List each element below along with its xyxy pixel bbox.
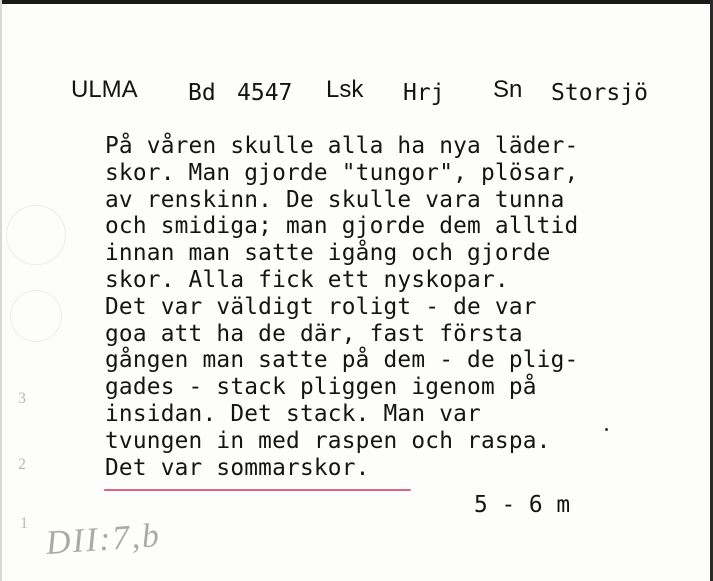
- text-line: skor. Alla fick ett nyskopar.: [105, 266, 509, 293]
- header-number: 4547: [237, 80, 293, 106]
- card-top-edge: [0, 0, 713, 4]
- record-text: [105, 133, 578, 481]
- pencil-note: DII:7,b: [44, 517, 163, 562]
- text-line: skor. Man gjorde "tungor", plösar,: [105, 159, 579, 186]
- text-line: tvungen in med raspen och raspa.: [105, 427, 551, 454]
- text-line: Det var väldigt roligt - de var: [105, 293, 537, 320]
- header-parish-label: Sn: [493, 76, 523, 103]
- bleed-through-mark: [6, 205, 66, 265]
- card-left-edge: [0, 0, 2, 581]
- margin-number: 3: [18, 390, 26, 407]
- text-line: och smidiga; man gjorde dem alltid: [105, 213, 579, 240]
- text-line: gången man satte på dem - de plig-: [105, 347, 579, 374]
- text-line: Det var sommarskor.: [105, 454, 370, 481]
- highlight-underline: [104, 489, 411, 491]
- text-line: På våren skulle alla ha nya läder-: [105, 133, 579, 159]
- header-parish: Storsjö: [551, 80, 648, 106]
- header-province-label: Lsk: [326, 76, 364, 103]
- margin-number: 1: [20, 515, 28, 532]
- margin-number: 2: [18, 456, 26, 473]
- time-range: 5 - 6 m: [474, 492, 571, 518]
- text-line: gades - stack pliggen igenom på: [105, 374, 537, 401]
- text-line: av renskinn. De skulle vara tunna: [105, 186, 565, 213]
- stray-dot: [605, 428, 608, 431]
- header-archive: ULMA: [71, 76, 138, 103]
- text-line: goa att ha de där, fast första: [105, 320, 523, 347]
- header-district: Hrj: [403, 80, 445, 106]
- text-line: insidan. Det stack. Man var: [105, 400, 481, 427]
- header-volume: Bd: [188, 80, 216, 106]
- bleed-through-mark: [10, 290, 62, 342]
- text-line: innan man satte igång och gjorde: [105, 240, 551, 267]
